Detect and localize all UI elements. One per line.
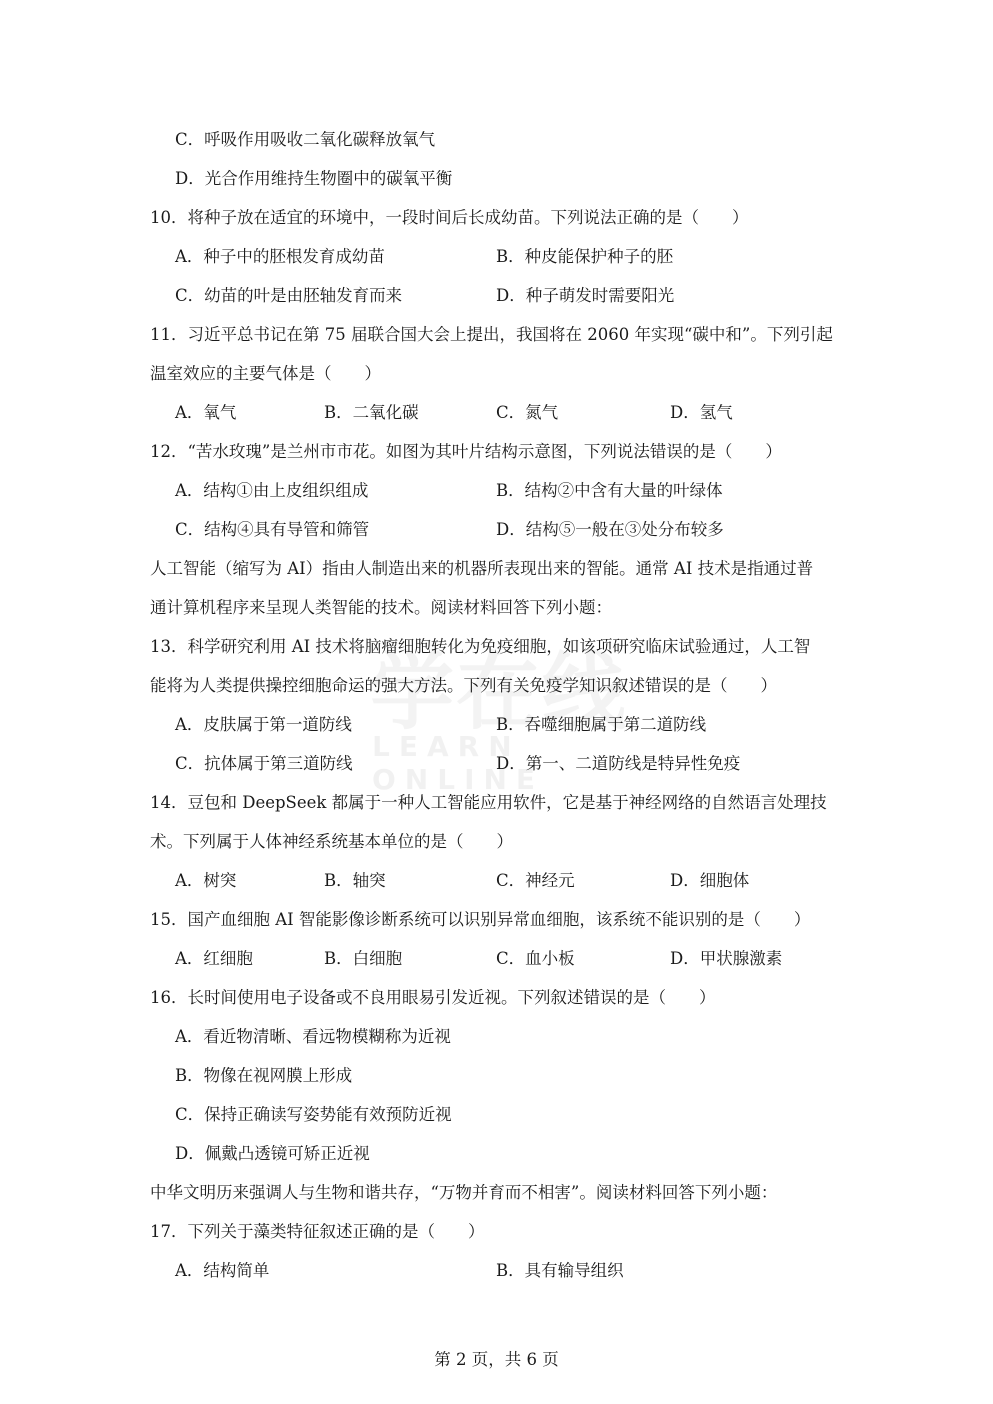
ai-material-line-2: 通计算机程序来呈现人类智能的技术。阅读材料回答下列小题： xyxy=(150,598,612,617)
q9-option-c: C．呼吸作用吸收二氧化碳释放氧气 xyxy=(175,130,436,149)
q12-option-d: D．结构⑤一般在③处分布较多 xyxy=(496,520,724,539)
q13-option-c: C．抗体属于第三道防线 xyxy=(175,754,353,773)
q12-option-c: C．结构④具有导管和筛管 xyxy=(175,520,370,539)
q11-option-b: B．二氧化碳 xyxy=(324,403,419,422)
chinese-civilization-material: 中华文明历来强调人与生物和谐共存，“万物并育而不相害”。阅读材料回答下列小题： xyxy=(150,1183,778,1202)
q10-option-c: C．幼苗的叶是由胚轴发育而来 xyxy=(175,286,403,305)
q11-option-c: C．氮气 xyxy=(496,403,559,422)
q14-option-d: D．细胞体 xyxy=(670,871,750,890)
question-13-line-1: 13．科学研究利用 AI 技术将脑瘤细胞转化为免疫细胞，如该项研究临床试验通过，人工智 xyxy=(150,637,811,656)
question-12: 12．“苦水玫瑰”是兰州市市花。如图为其叶片结构示意图，下列说法错误的是（ ） xyxy=(150,442,782,461)
q9-option-d: D．光合作用维持生物圈中的碳氧平衡 xyxy=(175,169,453,188)
watermark-english: LEARN ONLINE xyxy=(372,730,545,796)
question-14-line-1: 14．豆包和 DeepSeek 都属于一种人工智能应用软件，它是基于神经网络的自然语言处理技 xyxy=(150,793,827,812)
q17-option-a: A．结构简单 xyxy=(175,1261,270,1280)
question-15: 15．国产血细胞 AI 智能影像诊断系统可以识别异常血细胞，该系统不能识别的是（ ） xyxy=(150,910,811,929)
q11-option-a: A．氧气 xyxy=(175,403,237,422)
q12-option-b: B．结构②中含有大量的叶绿体 xyxy=(496,481,723,500)
q14-option-b: B．轴突 xyxy=(324,871,386,890)
question-11-line-1: 11．习近平总书记在第 75 届联合国大会上提出，我国将在 2060 年实现“碳中和”。下列引起 xyxy=(150,325,833,344)
q13-option-a: A．皮肤属于第一道防线 xyxy=(175,715,352,734)
q16-option-a: A．看近物清晰、看远物模糊称为近视 xyxy=(175,1027,451,1046)
question-10: 10．将种子放在适宜的环境中，一段时间后长成幼苗。下列说法正确的是（ ） xyxy=(150,208,749,227)
question-13-line-2: 能将为人类提供操控细胞命运的强大方法。下列有关免疫学知识叙述错误的是（ ） xyxy=(150,676,777,695)
ai-material-line-1: 人工智能（缩写为 AI）指由人制造出来的机器所表现出来的智能。通常 AI 技术是指通过普 xyxy=(150,559,814,578)
question-14-line-2: 术。下列属于人体神经系统基本单位的是（ ） xyxy=(150,832,513,851)
q15-option-c: C．血小板 xyxy=(496,949,575,968)
question-17: 17．下列关于藻类特征叙述正确的是（ ） xyxy=(150,1222,485,1241)
question-11-line-2: 温室效应的主要气体是（ ） xyxy=(150,364,381,383)
q10-option-b: B．种皮能保护种子的胚 xyxy=(496,247,674,266)
q14-option-a: A．树突 xyxy=(175,871,237,890)
q17-option-b: B．具有输导组织 xyxy=(496,1261,624,1280)
q12-option-a: A．结构①由上皮组织组成 xyxy=(175,481,369,500)
q13-option-b: B．吞噬细胞属于第二道防线 xyxy=(496,715,707,734)
q14-option-c: C．神经元 xyxy=(496,871,575,890)
q10-option-d: D．种子萌发时需要阳光 xyxy=(496,286,675,305)
page-footer: 第 2 页，共 6 页 xyxy=(434,1350,559,1369)
q15-option-d: D．甲状腺激素 xyxy=(670,949,783,968)
q16-option-c: C．保持正确读写姿势能有效预防近视 xyxy=(175,1105,452,1124)
q15-option-a: A．红细胞 xyxy=(175,949,253,968)
q15-option-b: B．白细胞 xyxy=(324,949,403,968)
q13-option-d: D．第一、二道防线是特异性免疫 xyxy=(496,754,741,773)
q16-option-d: D．佩戴凸透镜可矫正近视 xyxy=(175,1144,370,1163)
q11-option-d: D．氢气 xyxy=(670,403,733,422)
q16-option-b: B．物像在视网膜上形成 xyxy=(175,1066,353,1085)
question-16: 16．长时间使用电子设备或不良用眼易引发近视。下列叙述错误的是（ ） xyxy=(150,988,716,1007)
q10-option-a: A．种子中的胚根发育成幼苗 xyxy=(175,247,385,266)
